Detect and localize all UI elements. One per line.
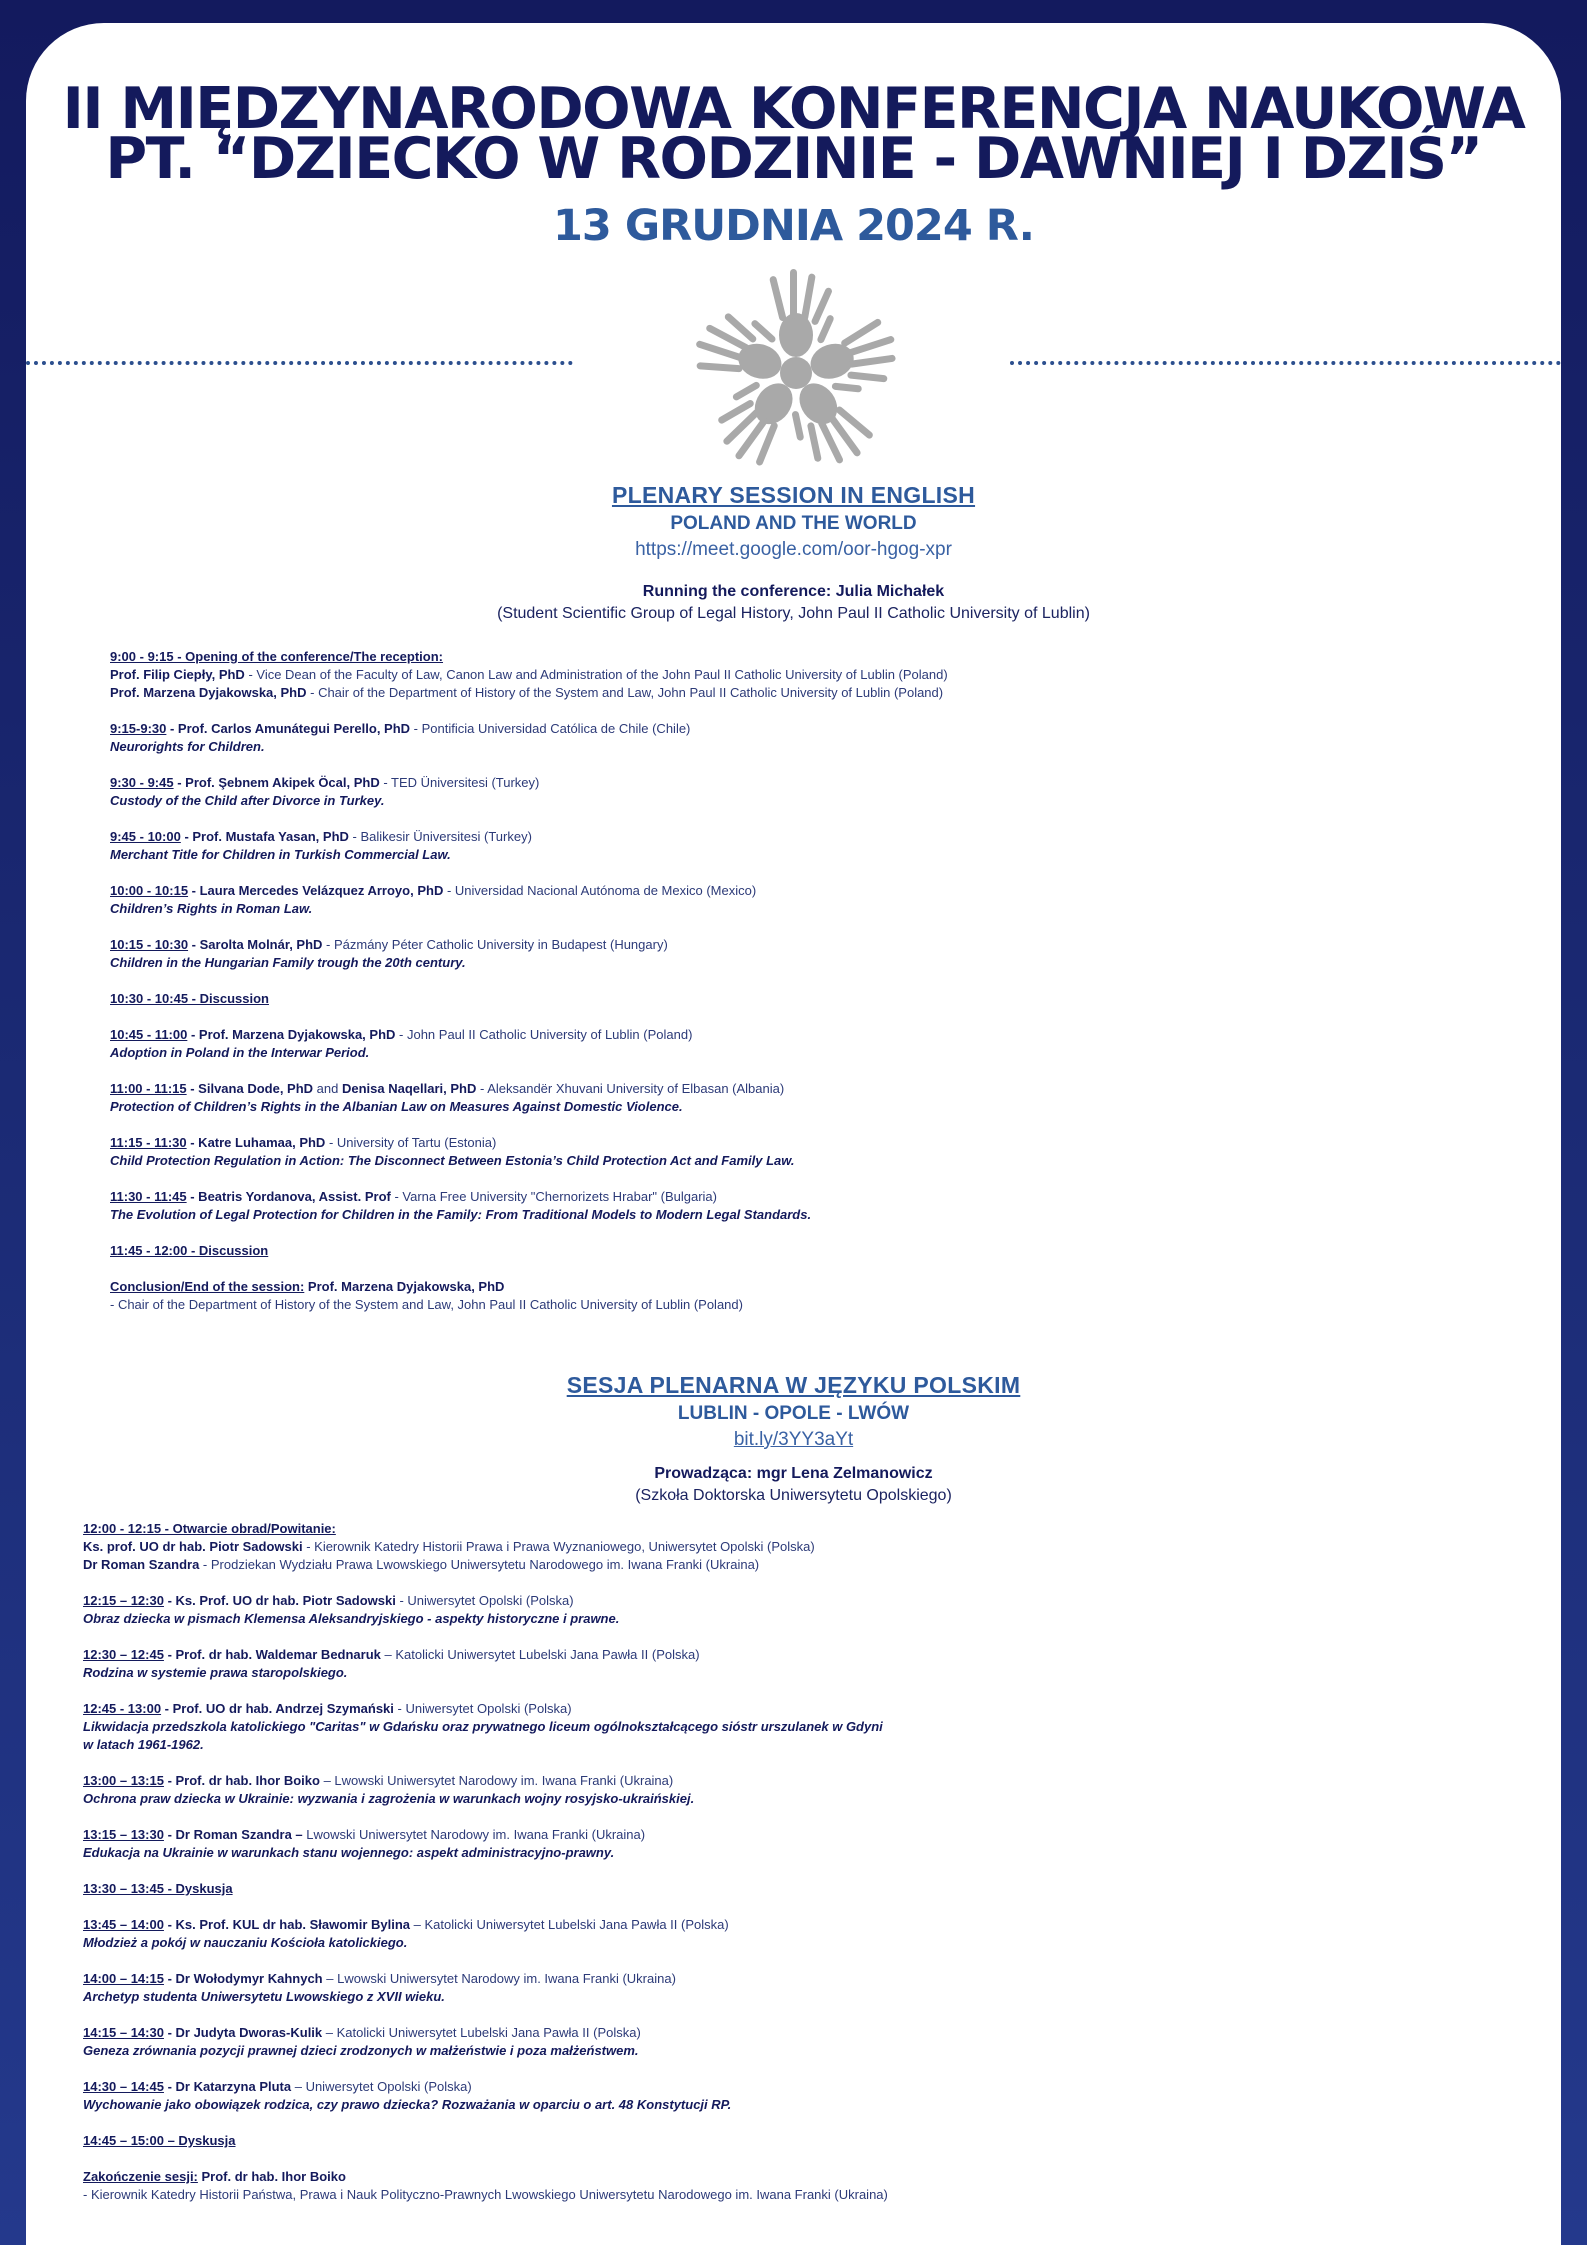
polish-session-subtitle: LUBLIN - OPOLE - LWÓW	[677, 1403, 910, 1424]
polish-discussion-2	[83, 2132, 1503, 2150]
polish-talk-4	[83, 1772, 1503, 1808]
talk-time: 9:15-9:30	[110, 721, 167, 736]
speaker-affiliation: - University of Tartu (Estonia)	[325, 1135, 497, 1150]
talk-title: Adoption in Poland in the Interwar Period.	[110, 1045, 370, 1060]
speaker-name: - Beatris Yordanova, Assist. Prof	[186, 1189, 391, 1204]
speaker-affiliation: - Balikesir Üniversitesi (Turkey)	[348, 829, 532, 844]
english-discussion-1	[110, 990, 1490, 1008]
english-programme	[110, 648, 1490, 1332]
speaker-affiliation: - Prodziekan Wydziału Prawa Lwowskiego Uniwersytetu Narodowego im. Iwana Franki (Ukraina)	[199, 1557, 760, 1572]
talk-title: Rodzina w systemie prawa staropolskiego.	[83, 1665, 348, 1680]
polish-talk-2	[83, 1646, 1503, 1682]
english-opening-time: 9:00 - 9:15 - Opening of the conference/The reception:	[110, 649, 444, 664]
speaker-name: - Laura Mercedes Velázquez Arroyo, PhD	[188, 883, 444, 898]
speaker-name: - Prof. Marzena Dyjakowska, PhD	[187, 1027, 396, 1042]
talk-time: 13:00 – 13:15	[83, 1773, 164, 1788]
english-session-title: PLENARY SESSION IN ENGLISH	[611, 482, 976, 508]
talk-title-continued: w latach 1961-1962.	[83, 1737, 204, 1752]
speaker-affiliation: Lwowski Uniwersytet Narodowy im. Iwana Franki (Ukraina)	[302, 1827, 646, 1842]
english-session-header	[26, 482, 1561, 623]
speaker-affiliation: - John Paul II Catholic University of Lublin (Poland)	[395, 1027, 693, 1042]
english-meeting-link[interactable]: https://meet.google.com/oor-hgog-xpr	[635, 539, 952, 560]
talk-title: Neurorights for Children.	[110, 739, 265, 754]
left-dotted-divider	[26, 361, 573, 365]
speaker-name: - Katre Luhamaa, PhD	[186, 1135, 326, 1150]
conference-date: 13 GRUDNIA 2024 R.	[553, 201, 1034, 251]
polish-talk-1	[83, 1592, 1503, 1628]
speaker-affiliation: - Aleksandër Xhuvani University of Elbasan (Albania)	[476, 1081, 785, 1096]
talk-time: 13:45 – 14:00	[83, 1917, 164, 1932]
english-opening	[110, 648, 1490, 702]
speaker-name: - Prof. Mustafa Yasan, PhD	[180, 829, 349, 844]
talk-time: 12:30 – 12:45	[83, 1647, 164, 1662]
speaker-affiliation: – Uniwersytet Opolski (Polska)	[291, 2079, 472, 2094]
polish-talk-3	[83, 1700, 1503, 1754]
talk-title: Edukacja na Ukrainie w warunkach stanu wojennego: aspekt administracyjno-prawny.	[83, 1845, 615, 1860]
conference-title-line1: II MIĘDZYNARODOWA KONFERENCJA NAUKOWA	[62, 76, 1525, 142]
talk-time: 12:15 – 12:30	[83, 1593, 164, 1608]
polish-opening	[83, 1520, 1503, 1574]
discussion-slot: 10:30 - 10:45 - Discussion	[110, 991, 269, 1006]
hands-logo-icon	[686, 263, 906, 483]
talk-title: The Evolution of Legal Protection for Children in the Family: From Traditional Models to Modern Legal Standards.	[110, 1207, 812, 1222]
polish-moderator: Prowadząca: mgr Lena Zelmanowicz	[654, 1465, 933, 1482]
speaker-affiliation: - Pontificia Universidad Católica de Chile (Chile)	[410, 721, 691, 736]
english-talk-6	[110, 1026, 1490, 1062]
conference-title-line2: PT. “DZIECKO W RODZINIE - DAWNIEJ I DZIŚ”	[105, 126, 1482, 192]
polish-talk-6	[83, 1916, 1503, 1952]
polish-session-header	[26, 1372, 1561, 1505]
discussion-slot: 13:30 – 13:45 - Dyskusja	[83, 1881, 233, 1896]
speaker-name: Prof. Filip Ciepły, PhD	[110, 667, 245, 682]
speaker-affiliation: - Uniwersytet Opolski (Polska)	[393, 1701, 572, 1716]
talk-title: Wychowanie jako obowiązek rodzica, czy prawo dziecka? Rozważania w oparciu o art. 48 Konstytucji RP.	[83, 2097, 732, 2112]
polish-moderator-affiliation: (Szkoła Doktorska Uniwersytetu Opolskiego)	[635, 1487, 952, 1504]
talk-title: Child Protection Regulation in Action: The Disconnect Between Estonia’s Child Protection Act and Family Law.	[110, 1153, 795, 1168]
speaker-name: - Prof. UO dr hab. Andrzej Szymański	[161, 1701, 394, 1716]
speaker-name: - Dr Judyta Dworas-Kulik	[163, 2025, 323, 2040]
speaker-name: Prof. dr hab. Ihor Boiko	[197, 2169, 346, 2184]
english-talk-9	[110, 1188, 1490, 1224]
speaker-affiliation: - Varna Free University "Chernorizets Hrabar" (Bulgaria)	[390, 1189, 717, 1204]
talk-time: 14:00 – 14:15	[83, 1971, 164, 1986]
speaker-name: Prof. Marzena Dyjakowska, PhD	[110, 685, 307, 700]
speaker-name: - Dr Katarzyna Pluta	[163, 2079, 292, 2094]
speaker-affiliation: - Chair of the Department of History of the System and Law, John Paul II Catholic University of Lublin (Poland)	[306, 685, 944, 700]
polish-conclusion	[83, 2168, 1503, 2204]
english-talk-1	[110, 720, 1490, 756]
speaker-affiliation: - Kierownik Katedry Historii Prawa i Prawa Wyznaniowego, Uniwersytet Opolski (Polska)	[302, 1539, 815, 1554]
polish-programme	[83, 1520, 1503, 2222]
discussion-slot: 14:45 – 15:00 – Dyskusja	[83, 2133, 236, 2148]
right-dotted-divider	[1010, 361, 1561, 365]
speaker-name: - Prof. Carlos Amunátegui Perello, PhD	[166, 721, 411, 736]
english-moderator: Running the conference: Julia Michałek	[642, 583, 945, 600]
discussion-slot: 11:45 - 12:00 - Discussion	[110, 1243, 269, 1258]
english-discussion-2	[110, 1242, 1490, 1260]
talk-time: 10:15 - 10:30	[110, 937, 189, 952]
speaker-affiliation: - Pázmány Péter Catholic University in Budapest (Hungary)	[322, 937, 668, 952]
speaker-name: - Dr Roman Szandra –	[163, 1827, 303, 1842]
speaker-name: - Prof. dr hab. Ihor Boiko	[163, 1773, 320, 1788]
talk-time: 11:30 - 11:45	[110, 1189, 187, 1204]
english-session-subtitle: POLAND AND THE WORLD	[670, 513, 917, 534]
english-talk-8	[110, 1134, 1490, 1170]
talk-time: 9:45 - 10:00	[110, 829, 181, 844]
talk-title: Obraz dziecka w pismach Klemensa Aleksandryjskiego - aspekty historyczne i prawne.	[83, 1611, 620, 1626]
talk-title: Merchant Title for Children in Turkish Commercial Law.	[110, 847, 451, 862]
speaker-name: - Prof. Şebnem Akipek Öcal, PhD	[173, 775, 380, 790]
talk-title: Archetyp studenta Uniwersytetu Lwowskiego z XVII wieku.	[83, 1989, 445, 2004]
polish-opening-time: 12:00 - 12:15 - Otwarcie obrad/Powitanie:	[83, 1521, 336, 1536]
english-talk-4	[110, 882, 1490, 918]
polish-meeting-link[interactable]: bit.ly/3YY3aYt	[733, 1429, 854, 1450]
speaker-name: - Silvana Dode, PhD	[186, 1081, 314, 1096]
talk-title: Custody of the Child after Divorce in Turkey.	[110, 793, 385, 808]
speaker-affiliation: - Vice Dean of the Faculty of Law, Canon Law and Administration of the John Paul II Catholic University of Lublin (Poland)	[244, 667, 948, 682]
speaker-affiliation: - Kierownik Katedry Historii Państwa, Prawa i Nauk Polityczno-Prawnych Lwowskiego Uniwersytetu Narodowego im. Iwana Franki (Ukraina)	[83, 2187, 888, 2202]
speaker-name: - Sarolta Molnár, PhD	[188, 937, 323, 952]
talk-title: Protection of Children’s Rights in the Albanian Law on Measures Against Domestic Violence.	[110, 1099, 683, 1114]
talk-time: 11:00 - 11:15	[110, 1081, 187, 1096]
speaker-name: - Ks. Prof. UO dr hab. Piotr Sadowski	[163, 1593, 396, 1608]
english-conclusion	[110, 1278, 1490, 1314]
speaker-affiliation: - Uniwersytet Opolski (Polska)	[395, 1593, 574, 1608]
speaker-affiliation: – Katolicki Uniwersytet Lubelski Jana Pawła II (Polska)	[322, 2025, 641, 2040]
talk-title: Młodzież a pokój w nauczaniu Kościoła katolickiego.	[83, 1935, 408, 1950]
talk-title: Children’s Rights in Roman Law.	[110, 901, 313, 916]
polish-talk-5	[83, 1826, 1503, 1862]
polish-talk-7	[83, 1970, 1503, 2006]
talk-time: 14:30 – 14:45	[83, 2079, 164, 2094]
conclusion-label: Conclusion/End of the session:	[110, 1279, 305, 1294]
talk-title: Geneza zrównania pozycji prawnej dzieci zrodzonych w małżeństwie i poza małżeństwem.	[83, 2043, 639, 2058]
talk-title: Ochrona praw dziecka w Ukrainie: wyzwania i zagrożenia w warunkach wojny rosyjsko-ukraińskiej.	[83, 1791, 695, 1806]
talk-time: 10:00 - 10:15	[110, 883, 189, 898]
speaker-name: - Ks. Prof. KUL dr hab. Sławomir Bylina	[163, 1917, 411, 1932]
speaker-affiliation: – Katolicki Uniwersytet Lubelski Jana Pawła II (Polska)	[410, 1917, 729, 1932]
talk-time: 10:45 - 11:00	[110, 1027, 188, 1042]
speaker-name: Ks. prof. UO dr hab. Piotr Sadowski	[83, 1539, 303, 1554]
speaker-affiliation: – Katolicki Uniwersytet Lubelski Jana Pawła II (Polska)	[380, 1647, 700, 1662]
talk-time: 11:15 - 11:30	[110, 1135, 187, 1150]
speaker-affiliation: - Chair of the Department of History of the System and Law, John Paul II Catholic University of Lublin (Poland)	[110, 1297, 743, 1312]
english-talk-2	[110, 774, 1490, 810]
speaker-name: Dr Roman Szandra	[83, 1557, 200, 1572]
polish-talk-9	[83, 2078, 1503, 2114]
speaker-affiliation: – Lwowski Uniwersytet Narodowy im. Iwana Franki (Ukraina)	[322, 1971, 676, 1986]
speaker-name: Prof. Marzena Dyjakowska, PhD	[304, 1279, 505, 1294]
polish-session-title: SESJA PLENARNA W JĘZYKU POLSKIM	[566, 1372, 1021, 1398]
polish-talk-8	[83, 2024, 1503, 2060]
poster-card	[26, 23, 1561, 2245]
speaker-affiliation: - Universidad Nacional Autónoma de Mexico (Mexico)	[443, 883, 757, 898]
talk-title: Likwidacja przedszkola katolickiego "Caritas" w Gdańsku oraz prywatnego liceum ogólnokształcącego sióstr urszulanek w Gdyni	[83, 1719, 883, 1734]
polish-discussion-1	[83, 1880, 1503, 1898]
talk-title: Children in the Hungarian Family trough the 20th century.	[110, 955, 466, 970]
speaker-affiliation: – Lwowski Uniwersytet Narodowy im. Iwana Franki (Ukraina)	[319, 1773, 674, 1788]
conclusion-label: Zakończenie sesji:	[83, 2169, 198, 2184]
english-talk-3	[110, 828, 1490, 864]
english-talk-7	[110, 1080, 1490, 1116]
speaker-affiliation: - TED Üniversitesi (Turkey)	[379, 775, 540, 790]
talk-time: 12:45 - 13:00	[83, 1701, 162, 1716]
english-moderator-affiliation: (Student Scientific Group of Legal History, John Paul II Catholic University of Lublin)	[497, 605, 1090, 622]
talk-time: 14:15 – 14:30	[83, 2025, 164, 2040]
talk-time: 13:15 – 13:30	[83, 1827, 164, 1842]
talk-time: 9:30 - 9:45	[110, 775, 174, 790]
speaker-name: Denisa Naqellari, PhD	[341, 1081, 477, 1096]
speaker-name: - Prof. dr hab. Waldemar Bednaruk	[163, 1647, 381, 1662]
speaker-name: - Dr Wołodymyr Kahnych	[163, 1971, 323, 1986]
english-talk-5	[110, 936, 1490, 972]
conjunction: and	[313, 1081, 342, 1096]
